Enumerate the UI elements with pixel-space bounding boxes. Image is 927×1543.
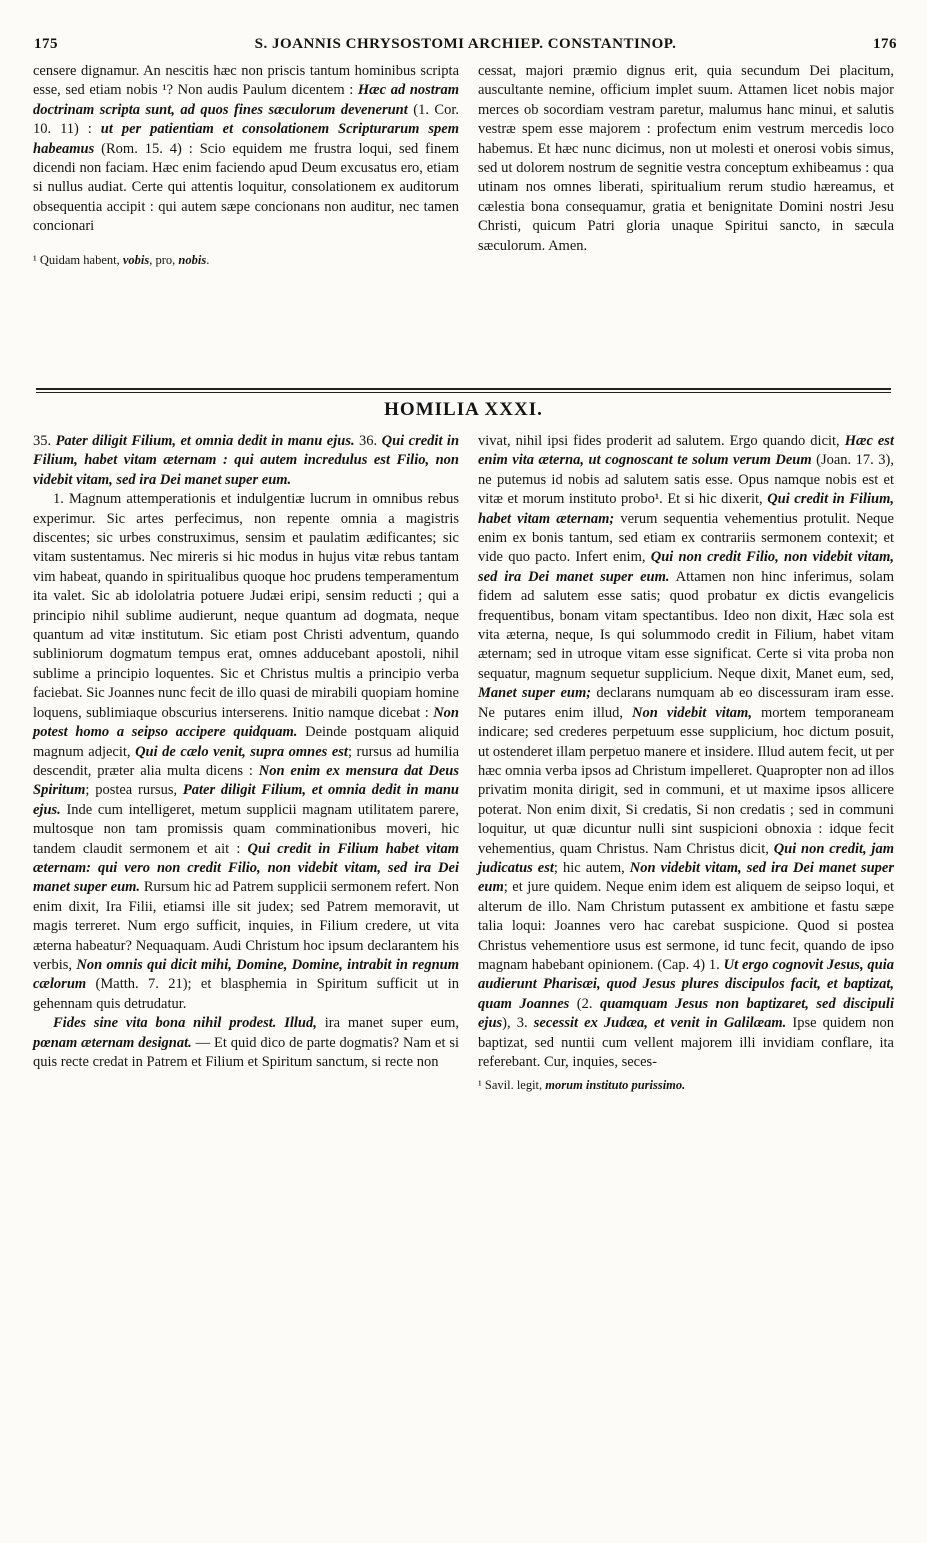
scripture-verses: 35. Pater diligit Filium, et omnia dedit in manu ejus. 36. Qui credit in Filium, habet vitam æternam : qui autem incredulus est Filio, non videbit vitam, sed ira Dei manet super eum. — [33, 433, 460, 488]
running-header — [34, 36, 897, 53]
italic-run: Qui de cælo venit, supra omnes est — [135, 743, 348, 760]
italic-run: Ut ergo cognovit Jesus, quia audierunt Pharisæi, quod Jesus plures discipulos facit, et baptizat, quam Joannes — [478, 956, 894, 1012]
italic-run: Non enim ex mensura dat Deus Spiritum — [33, 762, 459, 799]
italic-run: secessit ex Judæa, et venit in Galilæam. — [533, 1015, 787, 1032]
bottom-right-column — [478, 432, 894, 1096]
homily-title: HOMILIA XXXI. — [384, 399, 543, 420]
page-number-right: 176 — [873, 36, 897, 52]
italic-run: Fides sine vita bona nihil prodest. Illud, — [53, 1015, 317, 1032]
top-left-column — [33, 62, 459, 270]
homily-paragraph-2: Fides sine vita bona nihil prodest. Illud, ira manet super eum, pœnam æternam designat. — Et quid dico de parte dogmatis? Nam et si quis recte credat in Patrem et Filium et Spiritum sanctum, si recte non — [33, 1015, 459, 1070]
footnote-right: ¹ Savil. legit, morum instituto purissimo. — [478, 1078, 686, 1093]
italic-run: Non videbit vitam, — [632, 704, 752, 721]
italic-run: Non potest homo a seipso accipere quidquam. — [33, 704, 459, 741]
italic-run: Qui non credit Filio, non videbit vitam, sed ira Dei manet super eum. — [478, 549, 894, 585]
italic-run: ut per patientiam et consolationem Scripturarum spem habeamus — [33, 121, 459, 157]
section-divider — [36, 388, 891, 390]
page-number-left: 175 — [34, 36, 58, 52]
top-right-column — [478, 62, 894, 256]
italic-run: Non videbit vitam, sed ira Dei manet super eum — [478, 859, 895, 896]
italic-run: morum instituto purissimo. — [545, 1078, 686, 1093]
italic-run: pœnam æternam designat. — [33, 1034, 192, 1051]
italic-run: Pater diligit Filium, et omnia dedit in manu ejus. — [33, 782, 459, 818]
bottom-left-column — [33, 432, 459, 1072]
top-left-paragraph: censere dignamur. An nescitis hæc non priscis tantum hominibus scripta esse, sed etiam nobis ¹? Non audis Paulum dicentem : Hæc ad nostram doctrinam scripta sunt, ad quos fines sæculorum devenerunt (1. Cor. 10. 11) : ut per patientiam et consolationem Scripturarum spem habeamus (Rom. 15. 4) : Scio equidem me frustra loqui, sed finem dicendi non faciam. Hæc enim faciendo apud Deum excusatus ero, etiam si nullus audiat. Certe qui attentis loquitur, consolationem ex auditorum obsequentia accipit : qui autem sæpe concionans non auditur, nec tamen concionari — [33, 63, 460, 235]
italic-run: Qui credit in Filium, habet vitam æternam : qui autem incredulus est Filio, non videbit vitam, sed ira Dei manet super eum. — [33, 433, 460, 488]
italic-run: Pater diligit Filium, et omnia dedit in manu ejus. — [55, 433, 355, 449]
italic-run: vobis — [122, 252, 150, 267]
running-title: S. JOANNIS CHRYSOSTOMI ARCHIEP. CONSTANTINOP. — [254, 36, 677, 52]
italic-run: Qui credit in Filium habet vitam æternam: qui vero non credit Filio, non videbit vitam, sed ira Dei manet super eum. — [33, 840, 459, 896]
homily-paragraph-1: 1. Magnum attemperationis et indulgentiæ lucrum in omnibus rebus experimur. Sic artes perfecimus, non repente omnia a magistris discentes; sic urbes construximus, sensim et paulatim ædificantes; sic vitam sustentamus. Nec mireris si hic modus in hujus vitæ rebus tantam vim habeat, quando in spiritualibus quoque hoc prudens temperamentum ita valet. Sic ab idololatria potuere Judæi eripi, sensim reducti ; qui a principio nihil sublime audierunt, neque quantum ad dogmata, neque quantum ad vitæ institutum. Sic etiam post Christi adventum, quando subliniorum dogmatum tempus erat, omnes adducebant apostoli, nihil sublime a principio loquentes. Sic et Christus multis a principio verba faciebat. Sic Joannes nunc fecit de illo quasi de mirabili quopiam homine loquens, sublimiaque obscurius interserens. Initio namque dicebat : Non potest homo a seipso accipere quidquam. Deinde postquam aliquid magnum adjecit, Qui de cælo venit, supra omnes est; rursus ad humilia descendit, præter alia multa dicens : Non enim ex mensura dat Deus Spiritum; postea rursus, Pater diligit Filium, et omnia dedit in manu ejus. Inde cum intelligeret, metum supplicii magnam utilitatem parere, multosque non tam promissis quam comminationibus moveri, hic tandem claudit sermonem et ait : Qui credit in Filium habet vitam æternam: qui vero non credit Filio, non videbit vitam, sed ira Dei manet super eum. Rursum hic ad Patrem supplicii sermonem refert. Non enim dixit, Ira Filii, etiamsi ille sit judex; sed Patrem memoravit, ut magis terreret. Num ergo sufficit, inquies, in Filium credere, ut vita æterna habeatur? Nequaquam. Audi Christum hoc ipsum declarantem his verbis, Non omnis qui dicit mihi, Domine, Domine, intrabit in regnum cælorum (Matth. 7. 21); et blasphemia in Spiritum sufficit ut in gehennam quis detrudatur. — [33, 491, 460, 1012]
section-divider-thin — [36, 392, 891, 393]
italic-run: Qui credit in Filium, habet vitam æternam; — [478, 491, 894, 527]
italic-run: Qui non credit, jam judicatus est — [478, 840, 894, 876]
footnote-left: ¹ Quidam habent, vobis, pro, nobis. — [33, 252, 210, 267]
italic-run: nobis — [178, 252, 207, 267]
italic-run: Hæc est enim vita æterna, ut cognoscant te solum verum Deum — [478, 433, 894, 469]
bottom-right-paragraph: vivat, nihil ipsi fides proderit ad salutem. Ergo quando dicit, Hæc est enim vita æterna, ut cognoscant te solum verum Deum (Joan. 17. 3), ne putemus id nobis ad salutem satis esse. Opus namque nobis est et vitæ et morum instituto probo¹. Et si hic dixerit, Qui credit in Filium, habet vitam æternam; verum sequentia vehementius protulit. Neque enim ex bonis tantum, sed etiam ex contrariis sermonem contexit; et vide quo pacto. Infert enim, Qui non credit Filio, non videbit vitam, sed ira Dei manet super eum. Attamen non hinc inferimus, solam fidem ad salutem esse satis; quod probatur ex dictis evangelicis frequentibus, bonam vitam spectantibus. Ideo non dixit, Hæc sola est vita æterna, neque, Is qui solummodo credit in Filium, habet vitam æternam; sed in utroque vitam esse significat. Certe si vita proba non sequatur, magnum sequetur supplicium. Neque dixit, Manet eum, sed, Manet super eum; declarans numquam ab eo discessuram iram esse. Ne putares enim illud, Non videbit vitam, mortem temporaneam indicare; sed crederes perpetuum esse supplicium, hoc dictum posuit, ut ostenderet illam perpetuo manere et insidere. Illud autem fecit, ut per hæc omnia verba ipsos ad Christum impelleret. Quapropter non ad illos privatim monita dirigit, sed in communi, et ut maxime ipsos allicere poterat. Non enim dixit, Si credatis, Si non credatis ; sed in communi loquitur, ut quæ dicuntur nulli sint suspicioni obnoxia : idque fecit vehementius, quam Christus. Nam Christus dicit, Qui non credit, jam judicatus est; hic autem, Non videbit vitam, sed ira Dei manet super eum; et jure quidem. Neque enim idem est aliquem de seipso loqui, et alterum de illo. Nam Christum putassent ex ambitione et fastu sæpe talia loqui: Joannes vero hac carebat suspicione. Quod si postea Christus vehementiore usus est sermone, id tunc fecit, quando de ipso magnam habebant opinionem. (Cap. 4) 1. Ut ergo cognovit Jesus, quia audierunt Pharisæi, quod Jesus plures discipulos facit, et baptizat, quam Joannes (2. quamquam Jesus non baptizaret, sed discipuli ejus), 3. secessit ex Judæa, et venit in Galilæam. Ipse quidem non baptizat, sed nuntii cum vellent majorem illi invidiam conflare, ita referebant. Cur, inquies, seces- — [478, 433, 895, 1070]
italic-run: Hæc ad nostram doctrinam scripta sunt, ad quos fines sæculorum devenerunt — [33, 82, 459, 118]
top-right-paragraph: cessat, majori præmio dignus erit, quia secundum Dei placitum, auscultante nemine, officium implet suum. Attamen licet nobis major merces ob socordiam vestram paretur, malumus hanc minui, et salutis vestræ spem esse majorem : profectum enim vestrum mercedis loco habemus. Et hæc nunc dicimus, non ut molesti et onerosi vobis simus, sed ut dolorem nostrum de segnitie vestra conceptum exhibeamus : qua utinam nos omnes liberati, spiritualium rerum studio hæreamus, et cælestia bona consequamur, gratia et benignitate Domini nostri Jesu Christi, quicum Patri gloria unaque Spiritui sancto, in sæcula sæculorum. Amen. — [478, 63, 894, 254]
italic-run: quamquam Jesus non baptizaret, sed discipuli ejus — [478, 995, 894, 1032]
italic-run: Manet super eum; — [478, 685, 592, 702]
italic-run: Non omnis qui dicit mihi, Domine, Domine, intrabit in regnum cælorum — [33, 956, 459, 993]
